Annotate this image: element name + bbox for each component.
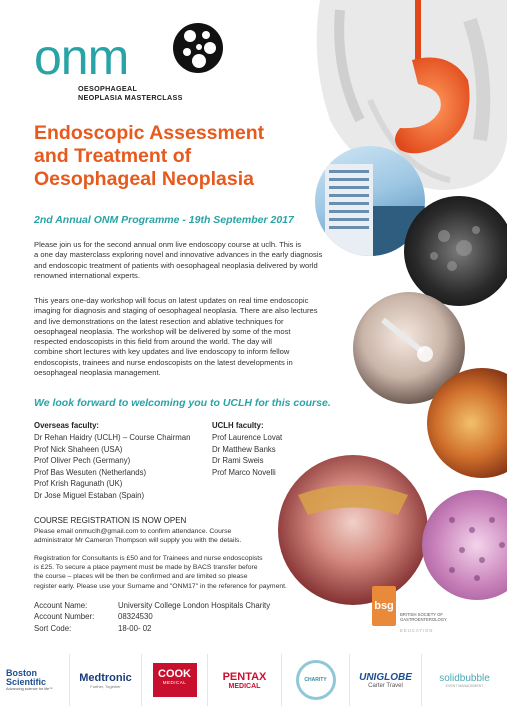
page-title [34, 122, 294, 191]
bsg-name-line: BRITISH SOCIETY OF [400, 612, 443, 617]
cook-logo [153, 663, 197, 697]
faculty-member: Prof Marco Novelli [212, 467, 276, 477]
charity-logo [296, 660, 336, 700]
faculty-member: Dr Jose Miguel Estaban (Spain) [34, 490, 145, 500]
uclh-faculty-heading: UCLH faculty: [212, 421, 264, 430]
workshop-line: oesophageal neoplasia. The workshop will be delivered by some of the most [34, 326, 291, 336]
bsg-name-line: GASTROENTEROLOGY [400, 617, 447, 622]
onm-logo [34, 22, 224, 112]
bank-details [34, 600, 270, 634]
registration-line: administrator Mr Cameron Thompson will supply you with the details. [34, 537, 242, 545]
overseas-faculty-list [34, 432, 190, 502]
bank-value: 08324530 [118, 612, 153, 622]
bank-row [34, 611, 270, 622]
solidbubble-tagline: EVENT MANAGEMENT [445, 683, 484, 688]
workshop-line: This years one-day workshop will focus on latest updates on real time endoscopic [34, 296, 309, 305]
faculty-member: Dr Rehan Haidry (UCLH) – Course Chairman [34, 433, 191, 442]
bsg-name [400, 612, 447, 622]
bank-label: Sort Code: [34, 623, 72, 633]
uniglobe-tagline: Carter Travel [368, 682, 403, 689]
bank-label: Account Number: [34, 612, 95, 622]
faculty-member: Prof Oliver Pech (Germany) [34, 456, 131, 466]
welcome-message: We look forward to welcoming you to UCLH for this course. [34, 397, 331, 409]
cook-tagline: MEDICAL [162, 680, 187, 685]
histology-photo [422, 490, 507, 600]
logo-subtitle-line: NEOPLASIA MASTERCLASS [78, 93, 183, 102]
programme-subtitle: 2nd Annual ONM Programme - 19th September 2017 [34, 214, 294, 226]
title-line: and Treatment of [34, 145, 192, 167]
faculty-member: Prof Laurence Lovat [212, 433, 283, 442]
registration-line: the course – places will be then be confirmed and are limited so please [34, 573, 248, 581]
faculty-member: Prof Bas Wesuten (Netherlands) [34, 467, 147, 477]
logo-wordmark: onm [34, 29, 129, 85]
bank-row [34, 623, 270, 634]
faculty-member: Prof Nick Shaheen (USA) [34, 444, 123, 454]
logo-subtitle [78, 84, 183, 102]
boston-name: Boston [6, 668, 37, 678]
faculty-member: Dr Matthew Banks [212, 444, 276, 454]
logo-subtitle-line: OESOPHAGEAL [78, 84, 138, 93]
pentax-name: PENTAX [222, 670, 267, 683]
bsg-mark: bsg [372, 586, 396, 626]
medtronic-tagline: Further, Together [90, 683, 121, 689]
bank-value: University College London Hospitals Charity [118, 601, 271, 610]
workshop-line: endoscopists, trainees and nurse endoscopists on the latest developments in [34, 357, 293, 367]
mucosa-texture-icon [404, 196, 507, 306]
band-ligation-icon [278, 455, 428, 605]
workshop-line: combine short lectures with key updates and live endoscopy to inform fellow [34, 347, 290, 357]
registration-line: Please email onmuclh@gmail.com to confirm attendance. Course [34, 528, 232, 535]
endoscopy-dark-photo [404, 196, 507, 306]
intro-line: renowned international experts. [34, 270, 140, 280]
cook-name: COOK [158, 668, 191, 680]
pentax-tagline: MEDICAL [228, 682, 261, 690]
workshop-paragraph [34, 296, 334, 378]
resection-photo [278, 455, 428, 605]
sponsor-pentax [208, 654, 282, 706]
bsg-education: EDUCATION [400, 628, 434, 633]
registration-line: is £25. To secure a place payment must be made by BACS transfer before [34, 564, 258, 572]
logo-dots-icon [172, 22, 224, 74]
sponsor-charity [282, 654, 350, 706]
overseas-faculty-heading: Overseas faculty: [34, 421, 100, 430]
sponsor-medtronic [70, 654, 142, 706]
title-line: Oesophageal Neoplasia [34, 168, 254, 190]
workshop-line: imaging for diagnosis and staging of oesophageal neoplasia. There are also lectures [34, 306, 318, 316]
registration-line: register early. Please use your Surname and "ONM17" in the reference for payment. [34, 582, 287, 590]
registration-heading: COURSE REGISTRATION IS NOW OPEN [34, 516, 187, 525]
boston-tagline: Advancing science for life™ [6, 687, 53, 691]
intro-paragraph [34, 240, 344, 281]
bank-value: 18-00- 02 [118, 623, 152, 633]
workshop-line: respected endoscopists in this field from around the world. The day will [34, 337, 272, 347]
intro-line: Please join us for the second annual onm live endoscopy course at uclh. This is [34, 240, 302, 249]
title-line: Endoscopic Assessment [34, 122, 265, 144]
sponsor-solidbubble [422, 654, 507, 706]
registration-line: Registration for Consultants is £50 and for Trainees and nurse endoscopists [34, 555, 263, 562]
intro-line: and endoscopic treatment of patients with oesophageal neoplasia delivered by world [34, 260, 318, 270]
charity-name: CHARITY [304, 677, 327, 683]
bsg-logo [372, 586, 462, 648]
solidbubble-name: solidbubble [439, 672, 490, 684]
sponsor-boston-scientific [0, 654, 70, 706]
sponsor-bar [0, 654, 507, 706]
medtronic-name: Medtronic [79, 671, 132, 684]
histology-texture-icon [422, 490, 507, 600]
uniglobe-name: UNIGLOBE [359, 671, 412, 683]
intro-line: a one day masterclass exploring novel and innovative advances in the early diagnosis [34, 250, 323, 260]
sponsor-cook [142, 654, 208, 706]
workshop-line: oesophageal neoplasia management. [34, 368, 161, 378]
faculty-member: Prof Krish Ragunath (UK) [34, 479, 123, 489]
bank-row [34, 600, 270, 611]
uclh-faculty-list [212, 432, 282, 478]
sponsor-uniglobe [350, 654, 422, 706]
boston-name: Scientific [6, 677, 47, 687]
workshop-line: and live demonstrations on the latest resection and ablative techniques for [34, 316, 284, 326]
bank-label: Account Name: [34, 601, 88, 610]
faculty-member: Dr Rami Sweis [212, 456, 264, 466]
